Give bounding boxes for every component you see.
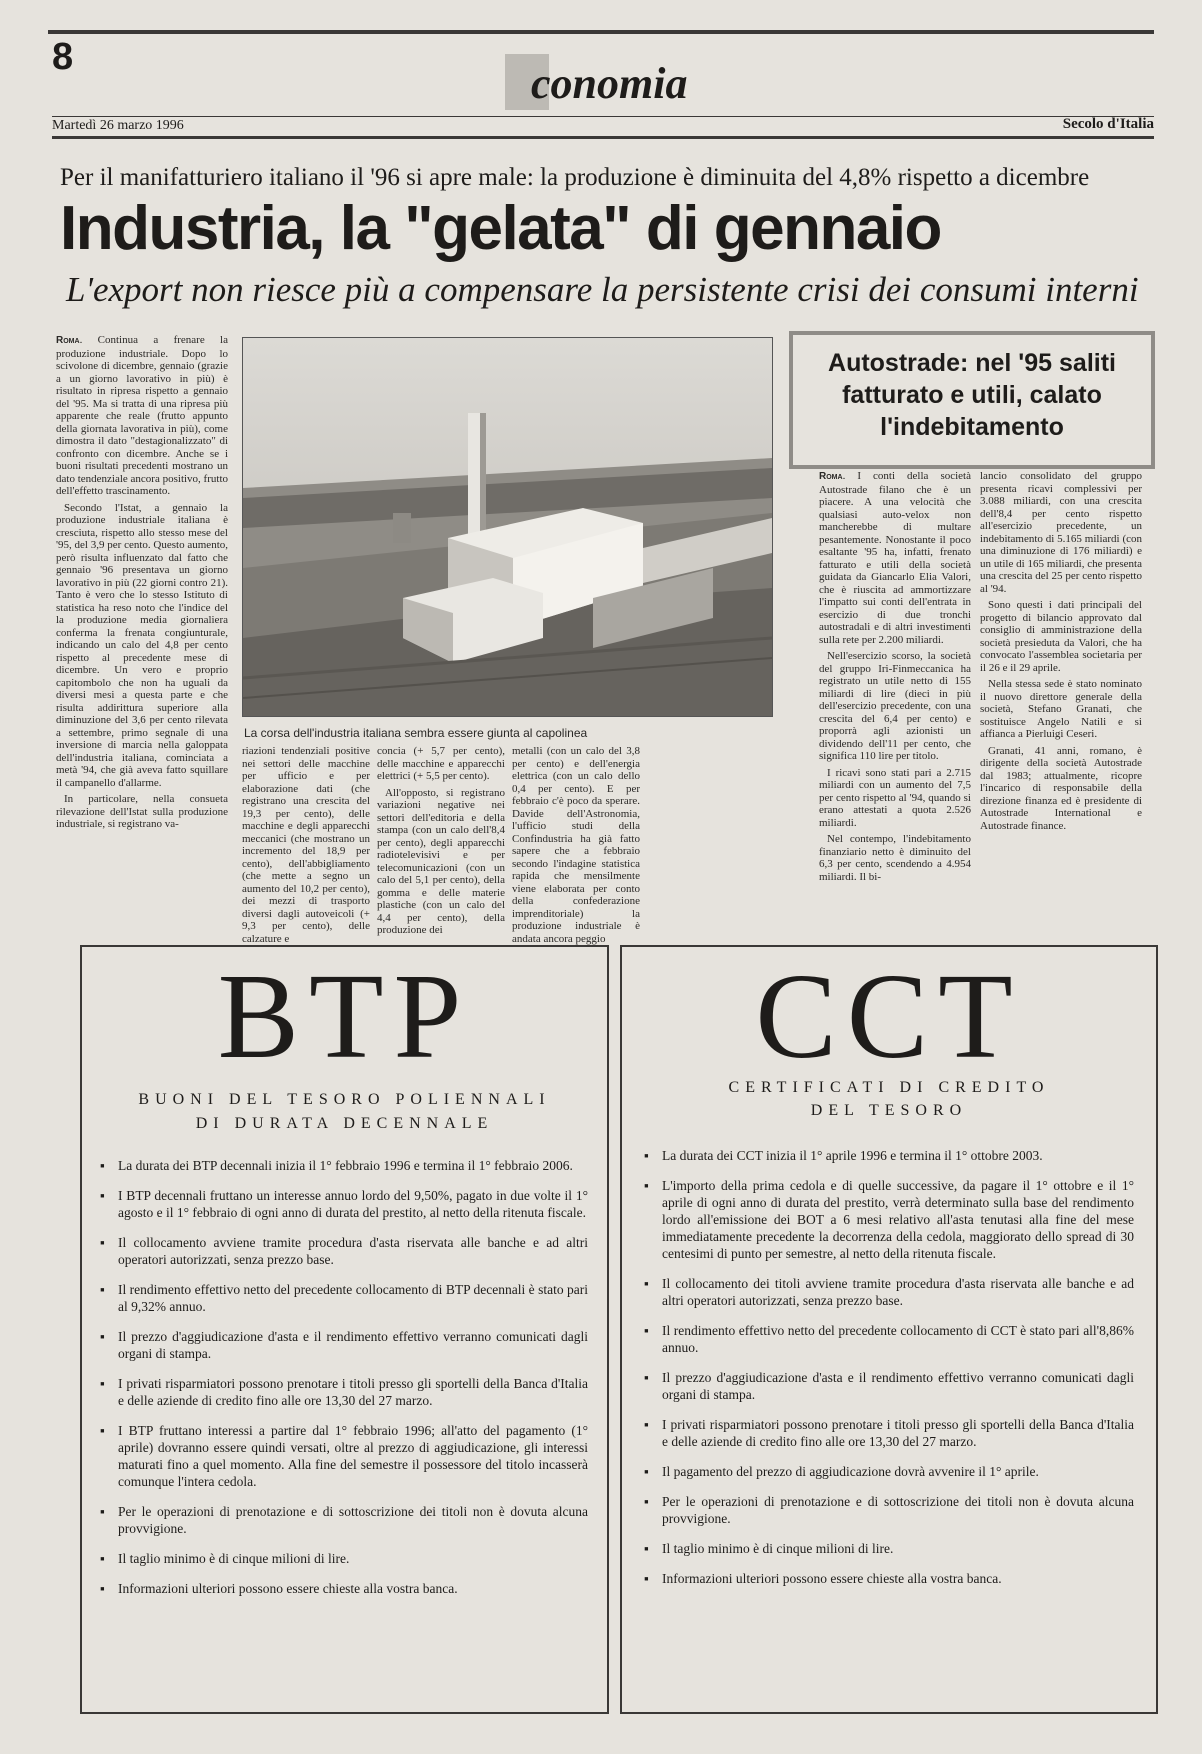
cct-bullet: ▪ Il taglio minimo è di cinque milioni di lire.	[634, 1540, 1134, 1557]
factory-illustration	[243, 338, 772, 716]
dateline-city: Roma	[56, 335, 80, 346]
autostrade-col1-p4: Nel contempo, l'indebitamento finanziario netto è diminuito del 6,3 per cento, scendendo a 4.954 miliardi. Il bi-	[819, 833, 971, 883]
autostrade-col2-p4: Granati, 41 anni, romano, è dirigente della società Autostrade dal 1983; attualmente, ricopre l'incarico di responsabile della direzione finanza ed è presidente di Autostrade International e Autostrade finance.	[980, 744, 1142, 832]
autostrade-box	[789, 331, 1155, 469]
btp-bullet: ▪ I BTP fruttano interessi a partire dal 1° febbraio 1996; all'atto del pagamento (1° aprile) dovranno essere quindi versati, oltre al prezzo di aggiudicazione, gli interessi maturati fino a quel momento. Alla fine del semestre il possessore del titolo incasserà comunque l'intera cedola.	[90, 1422, 588, 1490]
cct-bullet: ▪ Il prezzo d'aggiudicazione d'asta e il rendimento effettivo verranno comunicati dagli organi di stampa.	[634, 1369, 1134, 1403]
autostrade-column-2	[980, 470, 1142, 952]
col1-paragraph-1	[56, 334, 228, 498]
cct-bullet: ▪ Il rendimento effettivo netto del precedente collocamento di CCT è stato pari all'8,86% annuo.	[634, 1322, 1134, 1356]
cct-bullet: ▪ Il pagamento del prezzo di aggiudicazione dovrà avvenire il 1° aprile.	[634, 1463, 1134, 1480]
photo-caption: La corsa dell'industria italiana sembra essere giunta al capolinea	[244, 726, 588, 740]
col3-text-2: All'opposto, si registrano variazioni negative nei settori dell'editoria e della stampa (con un calo dell'8,4 per cento), degli apparecchi radiotelevisivi e per telecomunicazioni (con un calo del 5,1 per cento), della gomma e delle materie plastiche (con un calo del 4,4 per cento), della produzione dei	[377, 786, 505, 936]
cct-subtitle-1: CERTIFICATI DI CREDITO	[728, 1079, 1050, 1096]
top-rule	[48, 30, 1154, 34]
cct-title: CCT	[755, 949, 1023, 1084]
btp-subtitle-2: DI DURATA DECENNALE	[195, 1115, 494, 1132]
autostrade-dateline-city: Roma	[819, 471, 843, 482]
article-kicker: Per il manifatturiero italiano il '96 si apre male: la produzione è diminuita del 4,8% rispetto a dicembre	[60, 164, 1090, 191]
col1-text-1: . Continua a frenare la produzione industriale. Dopo lo scivolone di dicembre, gennaio (grazie a un giorno lavorativo in più) è risultato in ripresa rispetto a gennaio del '95. Ma si tratta di una ripresa più apparente che reale (frutto appunto della giornata lavorativa in più), come dimostra il dato "destagionalizzato" di confronto con dicembre. Anche se i buoni risultati precedenti mostrano un dato tendenziale ancora positivo, frutto dell'effetto trascinamento.	[56, 334, 228, 497]
masthead: Secolo d'Italia	[1062, 116, 1154, 132]
autostrade-col2-p1: lancio consolidato del gruppo presenta ricavi complessivi per 3.088 miliardi, con una crescita dell'8,4 per cento rispetto all'esercizio precedente, un indebitamento di 5.165 miliardi (con una diminuzione di 176 miliardi) e un utile di 165 miliardi, che presenta una crescita del 25 per cento rispetto al '94.	[980, 470, 1142, 595]
col3-text: concia (+ 5,7 per cento), delle macchine e apparecchi elettrici (+ 5,5 per cento).	[377, 745, 505, 782]
autostrade-col2-p2: Sono questi i dati principali del progetto di bilancio approvato dal consiglio di amministrazione della società presieduta da Valori, che ha convocato l'assemblea societaria per il 26 e il 29 aprile.	[980, 599, 1142, 674]
cct-bullet-list	[634, 1147, 1134, 1600]
autostrade-col1-p3: I ricavi sono stati pari a 2.715 miliardi con un aumento del 7,5 per cento rispetto al '94, quando si erano attestati a quota 2.526 miliardi.	[819, 766, 971, 829]
btp-bullet: ▪ Per le operazioni di prenotazione e di sottoscrizione dei titoli non è dovuta alcuna provvigione.	[90, 1503, 588, 1537]
cct-subtitle-2: DEL TESORO	[810, 1102, 968, 1119]
btp-bullet-list	[90, 1157, 588, 1610]
autostrade-col1-text: . I conti della società Autostrade filano che è un piacere. A una velocità che qualsiasi auto-velox non mancherebbe di multare pesantemente. Nonostante il poco esaltante '95 ha, infatti, frenato fatturato e utili della società guidata da Giancarlo Elia Valori, che è riuscita ad ammortizzare l'impatto sui conti dell'entrata in esercizio di due tronchi autostradali e di altri investimenti sulla rete per 2.200 miliardi.	[819, 470, 971, 646]
article-column-3	[377, 745, 505, 952]
autostrade-col2-p3: Nella stessa sede è stato nominato il nuovo direttore generale della società, Stefano Granati, che sostituisce Angelo Natili e si affianca a Pierluigi Ceseri.	[980, 678, 1142, 740]
cct-bullet: ▪ Per le operazioni di prenotazione e di sottoscrizione dei titoli non è dovuta alcuna provvigione.	[634, 1493, 1134, 1527]
article-headline: Industria, la "gelata" di gennaio	[60, 194, 941, 263]
cct-advert	[620, 945, 1158, 1714]
header-rule	[52, 136, 1154, 139]
btp-bullet: ▪ Il taglio minimo è di cinque milioni di lire.	[90, 1550, 588, 1567]
btp-bullet: ▪ Il collocamento avviene tramite procedura d'asta riservata alle banche e ad altri operatori autorizzati, senza prezzo base.	[90, 1234, 588, 1268]
col1-paragraph-3: In particolare, nella consueta rilevazione dell'Istat sulla produzione industriale, si registrano va-	[56, 793, 228, 830]
cct-bullet: ▪ L'importo della prima cedola e di quelle successive, da pagare il 1° ottobre e il 1° aprile di ogni anno di durata del prestito, verrà determinato sulla base del rendimento lordo all'emissione dei BOT a 6 mesi relativo all'asta tenutasi alla fine del mese immediatamente precedente la decorrenza della cedola, maggiorato dello spread di 30 centesimi di punto per semestre, al netto della ritenuta fiscale.	[634, 1177, 1134, 1262]
btp-bullet: ▪ Informazioni ulteriori possono essere chieste alla vostra banca.	[90, 1580, 588, 1597]
autostrade-col1-p1	[819, 470, 971, 646]
btp-advert	[80, 945, 609, 1714]
col1-paragraph-2: Secondo l'Istat, a gennaio la produzione industriale italiana è cresciuta, rispetto allo stesso mese del '95, del 3,9 per cento. Questo aumento, però risulta influenzato dal fatto che gennaio '96 presentava un giorno lavorativo in più (22 giorni contro 21). Tanto è vero che lo stesso Istituto di statistica ha reso noto che l'indice del la produzione media giornaliera conferma la frenata congiunturale, indicando un calo del 4,8 per cento rispetto al precedente mese di dicembre. Un vero e proprio capitombolo che non ha uguali da diversi mesi a questa parte e che risulta addirittura superiore alla diminuzione del 3,6 per cento rilevata a settembre, primo segnale di una inversione di marcia nella galoppata dell'industria italiana, cominciata a metà '94, che già aveva fatto squillare il campanello d'allarme.	[56, 501, 228, 789]
page-number: 8	[52, 36, 74, 78]
article-column-2	[242, 745, 370, 952]
btp-bullet: ▪ Il rendimento effettivo netto del precedente collocamento di BTP decennali è stato pari al 9,32% annuo.	[90, 1281, 588, 1315]
btp-bullet: ▪ Il prezzo d'aggiudicazione d'asta e il rendimento effettivo verranno comunicati dagli organi di stampa.	[90, 1328, 588, 1362]
cct-bullet: ▪ Il collocamento dei titoli avviene tramite procedura d'asta riservata alle banche e ad altri operatori autorizzati, senza prezzo base.	[634, 1275, 1134, 1309]
col4-text: metalli (con un calo del 3,8 per cento) e dell'energia elettrica (con un calo dello 0,4 per cento). E per febbraio c'è poco da sperare. Davide dell'Astronomia, l'ufficio studi della Confindustria ha già fatto sapere che a febbraio secondo l'indagine statistica rapida che mensilmente viene elaborata per conto della confederazione imprenditoriale) la produzione industriale è andata ancora peggio	[512, 745, 640, 945]
autostrade-col1-p2: Nell'esercizio scorso, la società del gruppo Iri-Finmeccanica ha registrato un utile netto di 155 miliardi di lire (dieci in più dell'esercizio precedente, con una crescita del 6,4 per cento) e proporrà agli azionisti un dividendo dell'11 per cento, che significa 110 lire per titolo.	[819, 650, 971, 762]
btp-bullet: ▪ La durata dei BTP decennali inizia il 1° febbraio 1996 e termina il 1° febbraio 2006.	[90, 1157, 588, 1174]
cct-bullet: ▪ Informazioni ulteriori possono essere chieste alla vostra banca.	[634, 1570, 1134, 1587]
btp-bullet: ▪ I BTP decennali fruttano un interesse annuo lordo del 9,50%, pagato in due volte il 1° agosto e il 1° febbraio di ogni anno di durata del prestito, al netto della ritenuta fiscale.	[90, 1187, 588, 1221]
cct-bullet: ▪ La durata dei CCT inizia il 1° aprile 1996 e termina il 1° ottobre 2003.	[634, 1147, 1134, 1164]
section-title-text: conomia	[531, 59, 688, 108]
btp-bullet: ▪ I privati risparmiatori possono prenotare i titoli presso gli sportelli della Banca d'Italia e delle aziende di credito fino alle ore 13,30 del 27 marzo.	[90, 1375, 588, 1409]
article-subhead: L'export non riesce più a compensare la persistente crisi dei consumi interni	[66, 270, 1139, 309]
factory-photo	[242, 337, 773, 717]
article-column-1	[56, 334, 228, 952]
btp-subtitle-1: BUONI DEL TESORO POLIENNALI	[138, 1091, 551, 1108]
autostrade-title: Autostrade: nel '95 saliti fatturato e utili, calato l'indebitamento	[828, 349, 1116, 441]
autostrade-column-1	[819, 470, 971, 952]
cct-bullet: ▪ I privati risparmiatori possono prenotare i titoli presso gli sportelli della Banca d'Italia e delle aziende di credito fino alle ore 13,30 del 27 marzo.	[634, 1416, 1134, 1450]
date-rule	[52, 116, 1154, 117]
btp-title: BTP	[217, 949, 472, 1084]
article-column-4	[512, 745, 640, 952]
col2-text: riazioni tendenziali positive nei settori delle macchine per ufficio e per elaborazione dati (che registrano una crescita del 19,3 per cento), delle macchine e degli apparecchi meccanici (che mostrano un incremento del 18,9 per cento), dell'abbigliamento (che mette a segno un aumento del 10,2 per cento), dei mezzi di trasporto diversi dagli autoveicoli (+ 9,3 per cento), delle calzature e	[242, 745, 370, 945]
issue-date: Martedì 26 marzo 1996	[52, 118, 184, 133]
